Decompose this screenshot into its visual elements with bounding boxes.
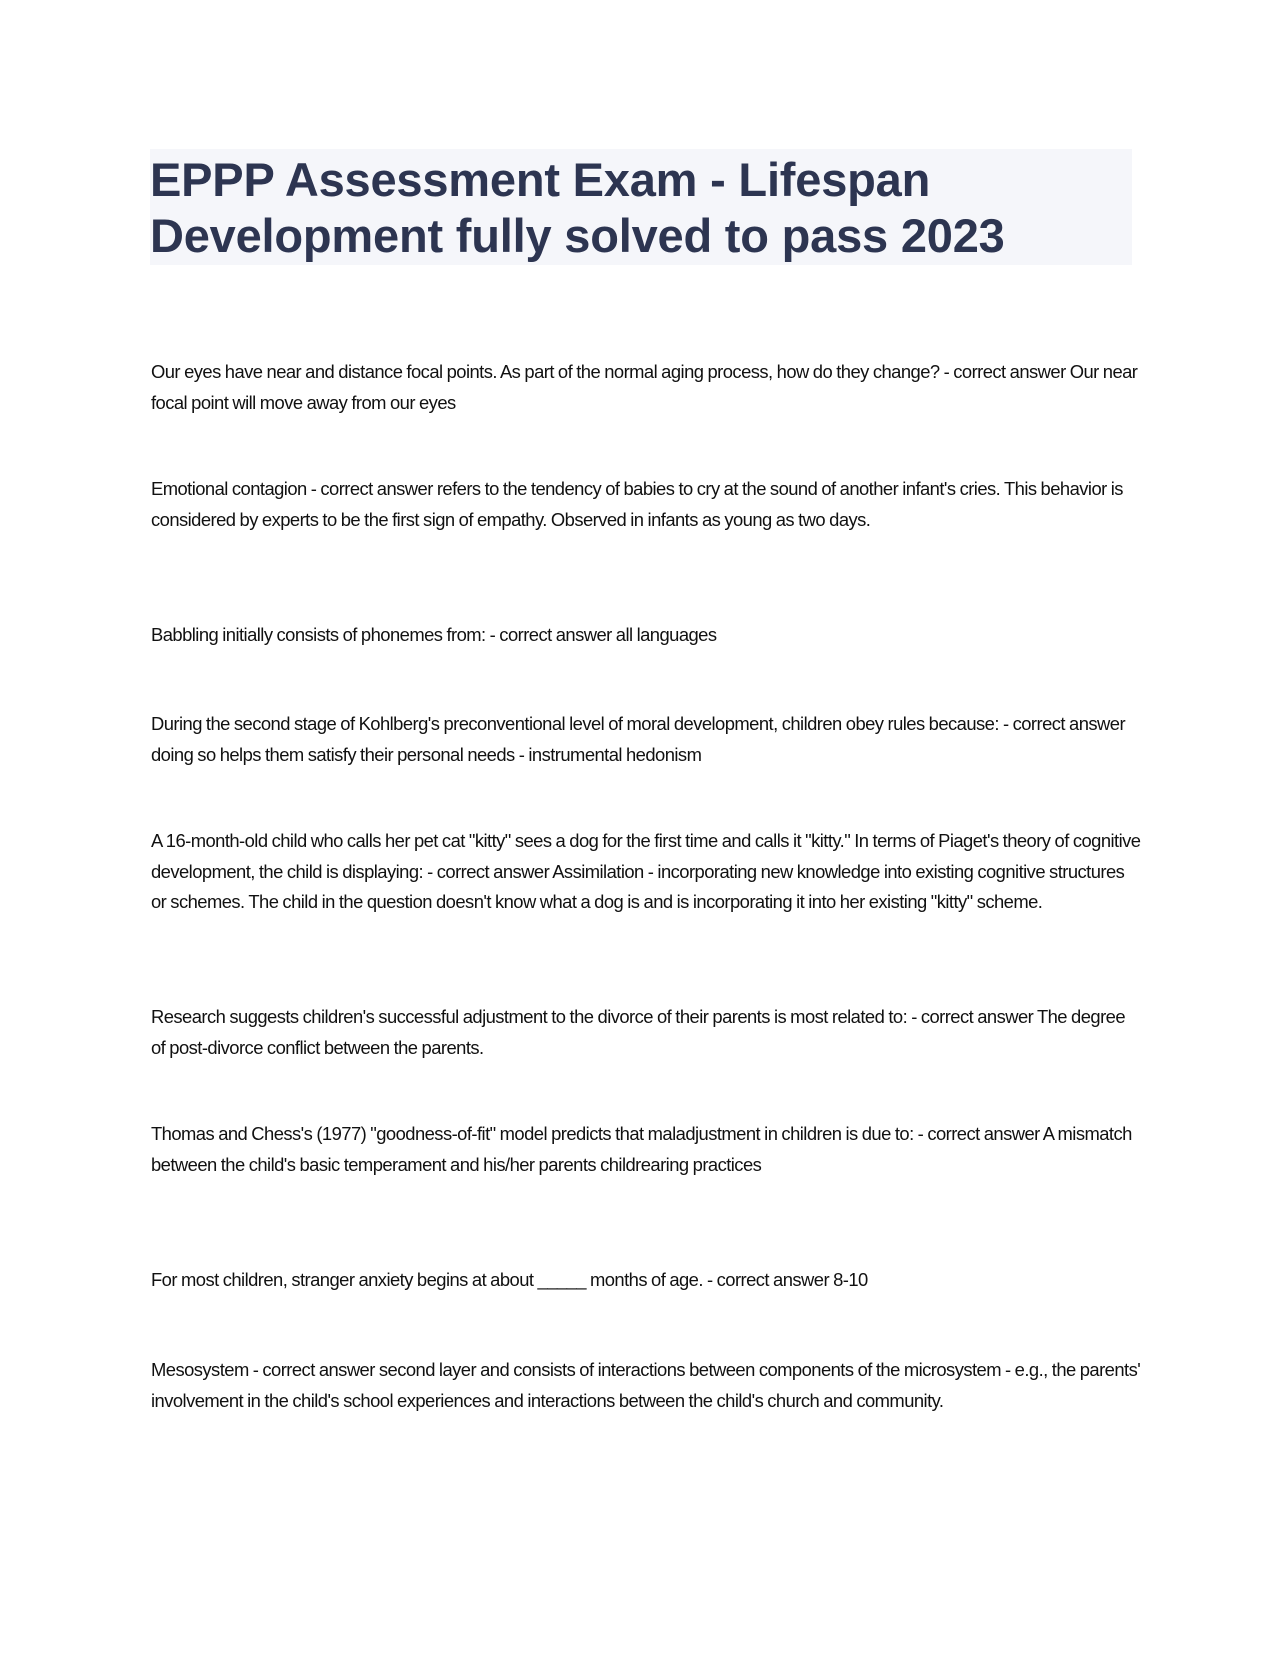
- qa-item-babbling: Babbling initially consists of phonemes from: - correct answer all languages: [151, 624, 717, 645]
- qa-item-mesosystem: Mesosystem - correct answer second layer and consists of interactions between components of the microsystem - e.g., the parents' involvement in the child's school experiences and interactions between the child's church and community.: [151, 1359, 1141, 1411]
- qa-item-piaget-assimilation: A 16-month-old child who calls her pet cat "kitty" sees a dog for the first time and calls it "kitty." In terms of Piaget's theory of cognitive development, the child is displaying: - correct answer Assimilation - incorporating new knowledge into existing cognitive structures or schemes. The child in the question doesn't know what a dog is and is incorporating it into her existing "kitty" scheme.: [151, 830, 1141, 912]
- qa-item-emotional-contagion: Emotional contagion - correct answer refers to the tendency of babies to cry at the sound of another infant's cries. This behavior is considered by experts to be the first sign of empathy. Observed in infants as young as two days.: [151, 478, 1123, 530]
- qa-item-aging-focal-points: Our eyes have near and distance focal points. As part of the normal aging process, how do they change? - correct answer Our near focal point will move away from our eyes: [151, 361, 1138, 413]
- qa-item-divorce-adjustment: Research suggests children's successful adjustment to the divorce of their parents is most related to: - correct answer The degree of post-divorce conflict between the parents.: [151, 1006, 1126, 1058]
- qa-item-goodness-of-fit: Thomas and Chess's (1977) "goodness-of-fit" model predicts that maladjustment in children is due to: - correct answer A mismatch between the child's basic temperament and his/her parents childrearing practices: [151, 1123, 1132, 1175]
- document-title: EPPP Assessment Exam - Lifespan Development fully solved to pass 2023: [150, 153, 1005, 262]
- qa-item-stranger-anxiety: For most children, stranger anxiety begins at about _____ months of age. - correct answer 8-10: [151, 1269, 868, 1290]
- qa-item-kohlberg: During the second stage of Kohlberg's preconventional level of moral development, children obey rules because: - correct answer doing so helps them satisfy their personal needs - instrumental hedonism: [151, 713, 1126, 765]
